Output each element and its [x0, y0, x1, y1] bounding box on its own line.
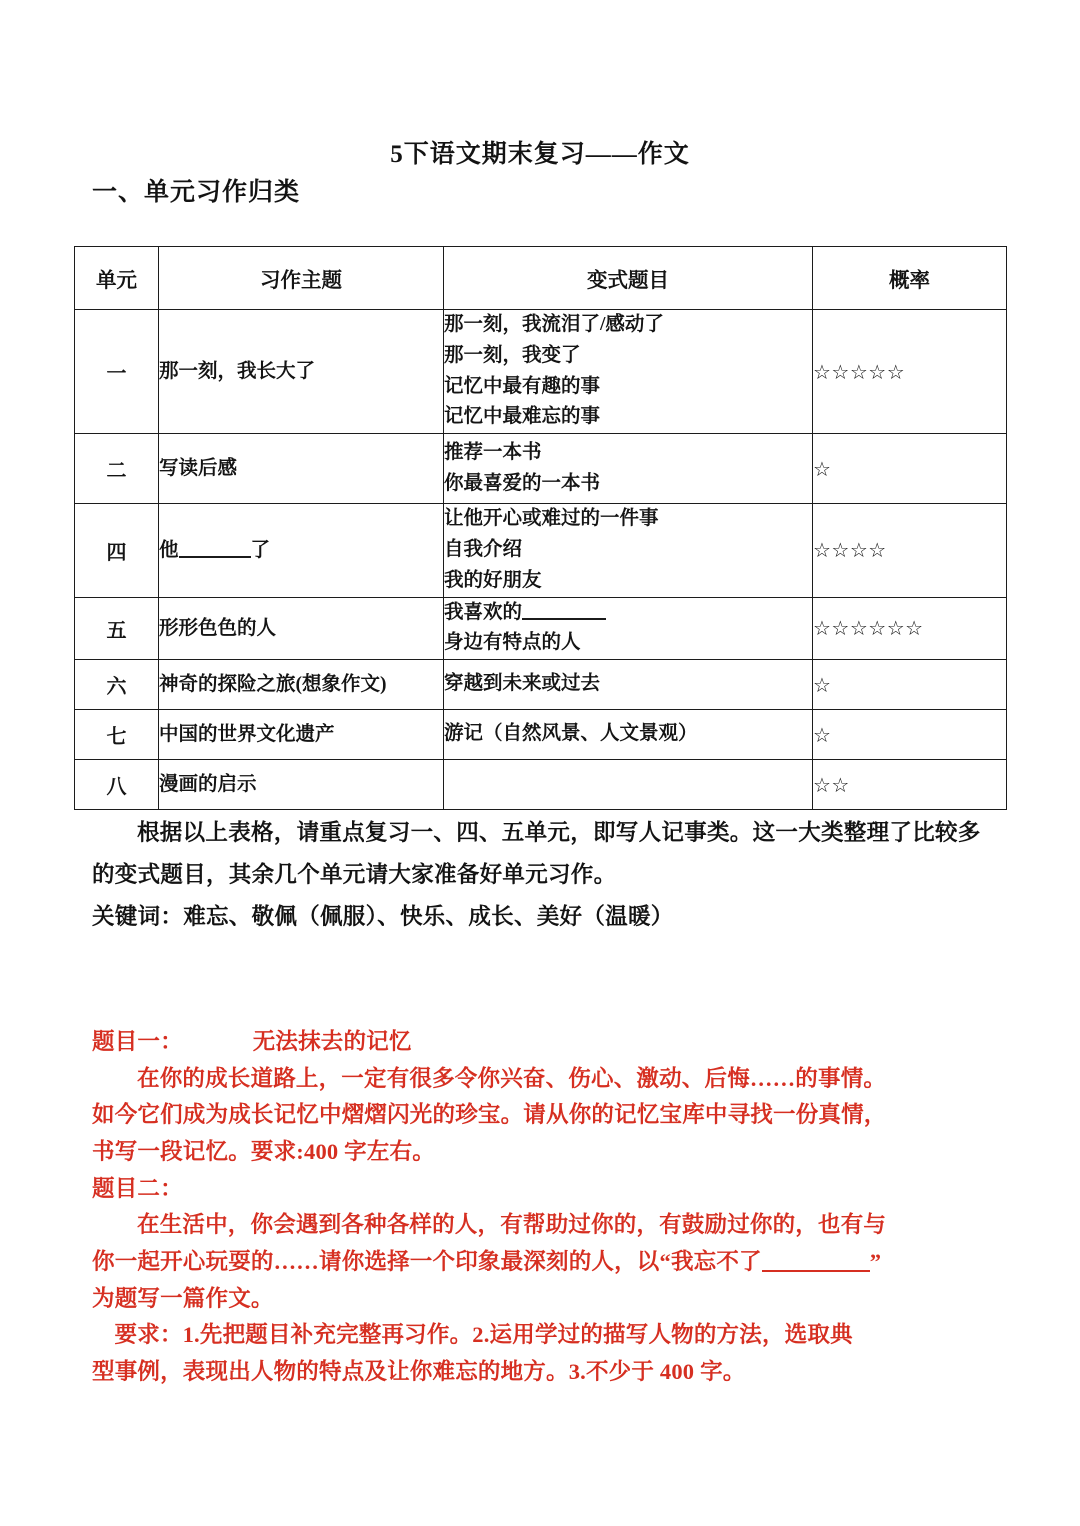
cell-probability: ☆ [813, 434, 1007, 504]
section-heading: 一、单元习作归类 [92, 179, 301, 206]
cell-variant [444, 760, 813, 810]
variant-line: 让他开心或难过的一件事 [444, 508, 659, 530]
cell-probability: ☆☆☆☆ [813, 504, 1007, 597]
fill-in-blank [179, 556, 251, 558]
table-row [75, 760, 1007, 810]
prompt-two-label: 题目二： [92, 1175, 183, 1201]
table-row [75, 434, 1007, 504]
variant-line: 我的好朋友 [444, 569, 542, 591]
cell-unit: 二 [75, 434, 159, 504]
variant-line: 穿越到未来或过去 [444, 673, 601, 695]
fill-in-blank [522, 618, 606, 620]
cell-probability: ☆☆☆☆☆☆ [813, 597, 1007, 660]
cell-probability: ☆☆☆☆☆ [813, 310, 1007, 434]
cell-probability: ☆ [813, 660, 1007, 710]
column-header-unit: 单元 [75, 247, 159, 310]
column-header-variant: 变式题目 [444, 247, 813, 310]
cell-variant [444, 660, 813, 710]
variant-text-before-blank: 我喜欢的 [444, 601, 523, 623]
cell-unit: 四 [75, 504, 159, 597]
column-header-probability: 概率 [813, 247, 1007, 310]
topic-text-before-blank: 他 [159, 539, 179, 561]
cell-topic: 那一刻，我长大了 [159, 310, 444, 434]
variant-line: 游记（自然风景、人文景观） [444, 723, 698, 745]
topic-text-after-blank: 了 [250, 539, 271, 561]
table-header-row [75, 247, 1007, 310]
fill-in-blank [762, 1270, 870, 1272]
prompt-two-line-2 [92, 1244, 996, 1281]
prompt-one-heading: 题目一： 无法抹去的记忆 [92, 1029, 412, 1054]
keywords-line: 关键词：难忘、敬佩（佩服）、快乐、成长、美好（温暖） [92, 903, 674, 929]
table-row [75, 504, 1007, 597]
writing-prompts [92, 1024, 996, 1391]
variant-line: 那一刻，我变了 [444, 344, 581, 366]
cell-topic: 写读后感 [159, 434, 444, 504]
cell-variant [444, 504, 813, 597]
prompt-one-line-1: 在你的成长道路上，一定有很多令你兴奋、伤心、激动、后悔……的事情。 [137, 1065, 887, 1091]
summary-paragraph: 根据以上表格，请重点复习一、四、五单元，即写人记事类。这一大类整理了比较多的变式题目，其余几个单元请大家准备好单元习作。 [92, 820, 981, 887]
summary-note [92, 812, 992, 938]
column-header-topic: 习作主题 [159, 247, 444, 310]
table-row [75, 310, 1007, 434]
table-row [75, 660, 1007, 710]
cell-unit: 六 [75, 660, 159, 710]
prompt-two-line-3: 为题写一篇作文。 [92, 1285, 274, 1311]
cell-unit: 八 [75, 760, 159, 810]
variant-line: 自我介绍 [444, 538, 523, 560]
unit-composition-table [74, 246, 1007, 810]
variant-line [444, 602, 606, 623]
requirements-line-1: 要求：1.先把题目补充完整再习作。2.运用学过的描写人物的方法，选取典 [114, 1322, 853, 1348]
cell-probability: ☆☆ [813, 760, 1007, 810]
variant-line: 记忆中最难忘的事 [444, 406, 601, 428]
prompt-two-text-after-blank: ” [869, 1249, 882, 1275]
cell-topic: 形形色色的人 [159, 597, 444, 660]
table-row [75, 597, 1007, 660]
variant-line: 推荐一本书 [444, 441, 542, 463]
cell-variant [444, 597, 813, 660]
cell-unit: 七 [75, 710, 159, 760]
cell-variant [444, 310, 813, 434]
prompt-two-text-before-blank: 你一起开心玩耍的……请你选择一个印象最深刻的人，以“我忘不了 [92, 1249, 762, 1275]
cell-unit: 五 [75, 597, 159, 660]
document-title: 5下语文期末复习——作文 [390, 141, 690, 168]
cell-topic: 中国的世界文化遗产 [159, 710, 444, 760]
cell-unit: 一 [75, 310, 159, 434]
requirements-line-2: 型事例，表现出人物的特点及让你难忘的地方。3.不少于 400 字。 [92, 1359, 746, 1385]
cell-topic: 神奇的探险之旅(想象作文) [159, 660, 444, 710]
variant-line: 记忆中最有趣的事 [444, 375, 601, 397]
cell-variant [444, 434, 813, 504]
variant-line: 那一刻，我流泪了/感动了 [444, 314, 664, 335]
variant-line: 身边有特点的人 [444, 632, 581, 654]
prompt-one-line-2: 如今它们成为成长记忆中熠熠闪光的珍宝。请从你的记忆宝库中寻找一份真情， [92, 1102, 887, 1128]
cell-probability: ☆ [813, 710, 1007, 760]
cell-topic [159, 504, 444, 597]
table-row [75, 710, 1007, 760]
prompt-two-line-1: 在生活中，你会遇到各种各样的人，有帮助过你的，有鼓励过你的，也有与 [137, 1212, 887, 1238]
variant-line: 你最喜爱的一本书 [444, 472, 601, 494]
prompt-one-line-3: 书写一段记忆。要求:400 字左右。 [92, 1139, 435, 1165]
cell-variant [444, 710, 813, 760]
cell-topic: 漫画的启示 [159, 760, 444, 810]
